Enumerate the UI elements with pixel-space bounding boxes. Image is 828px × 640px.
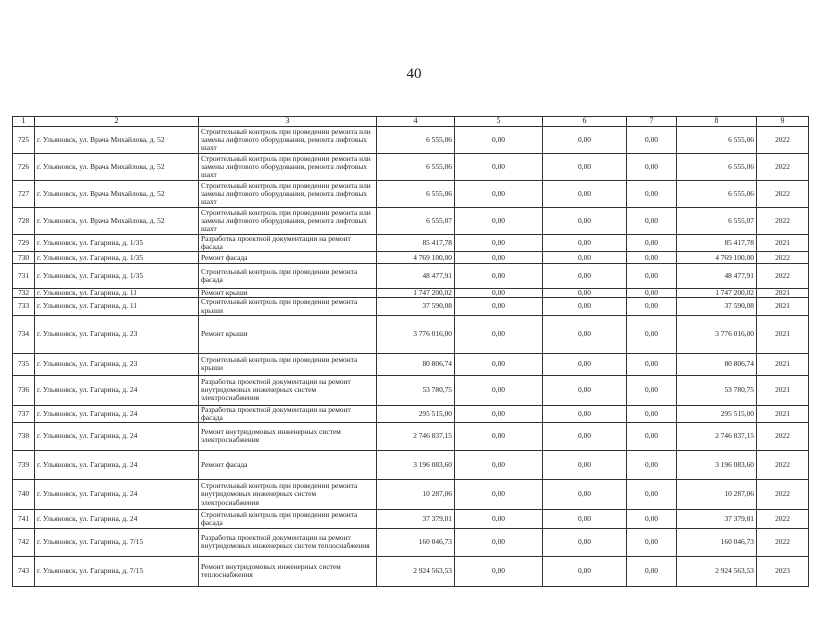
local-budget-cell: 0,00 bbox=[627, 264, 677, 289]
local-budget-cell: 0,00 bbox=[627, 405, 677, 422]
total-cost-cell: 160 046,73 bbox=[377, 528, 455, 556]
address-cell: г. Ульяновск, ул. Гагарина, д. 23 bbox=[35, 353, 199, 375]
owners-funds-cell: 295 515,00 bbox=[677, 405, 757, 422]
column-number-row bbox=[13, 117, 809, 127]
total-cost-cell: 85 417,78 bbox=[377, 235, 455, 252]
total-cost-cell: 6 555,06 bbox=[377, 154, 455, 181]
fund-cell: 0,00 bbox=[455, 353, 543, 375]
year-cell: 2023 bbox=[757, 556, 809, 586]
budget-cell: 0,00 bbox=[543, 450, 627, 479]
table-row bbox=[13, 422, 809, 450]
local-budget-cell: 0,00 bbox=[627, 450, 677, 479]
local-budget-cell: 0,00 bbox=[627, 422, 677, 450]
budget-cell: 0,00 bbox=[543, 315, 627, 353]
owners-funds-cell: 3 196 083,60 bbox=[677, 450, 757, 479]
row-number: 741 bbox=[13, 509, 35, 528]
year-cell: 2021 bbox=[757, 235, 809, 252]
work-type-cell: Ремонт крыши bbox=[199, 315, 377, 353]
row-number: 728 bbox=[13, 208, 35, 235]
work-type-cell: Строительный контроль при проведении ремонта крыши bbox=[199, 298, 377, 315]
row-number: 739 bbox=[13, 450, 35, 479]
total-cost-cell: 37 590,08 bbox=[377, 298, 455, 315]
total-cost-cell: 6 555,06 bbox=[377, 181, 455, 208]
budget-cell: 0,00 bbox=[543, 298, 627, 315]
total-cost-cell: 80 806,74 bbox=[377, 353, 455, 375]
year-cell: 2021 bbox=[757, 353, 809, 375]
fund-cell: 0,00 bbox=[455, 208, 543, 235]
row-number: 737 bbox=[13, 405, 35, 422]
work-type-cell: Строительный контроль при проведении ремонта или замены лифтового оборудования, ремонта лифтовых шахт bbox=[199, 208, 377, 235]
table-row bbox=[13, 315, 809, 353]
column-header: 5 bbox=[455, 117, 543, 127]
year-cell: 2021 bbox=[757, 315, 809, 353]
row-number: 735 bbox=[13, 353, 35, 375]
total-cost-cell: 4 769 100,00 bbox=[377, 252, 455, 264]
total-cost-cell: 10 287,06 bbox=[377, 479, 455, 509]
budget-cell: 0,00 bbox=[543, 181, 627, 208]
local-budget-cell: 0,00 bbox=[627, 556, 677, 586]
total-cost-cell: 3 776 016,00 bbox=[377, 315, 455, 353]
year-cell: 2022 bbox=[757, 422, 809, 450]
row-number: 729 bbox=[13, 235, 35, 252]
row-number: 732 bbox=[13, 289, 35, 298]
work-type-cell: Строительный контроль при проведении ремонта или замены лифтового оборудования, ремонта лифтовых шахт bbox=[199, 181, 377, 208]
budget-cell: 0,00 bbox=[543, 479, 627, 509]
year-cell: 2022 bbox=[757, 127, 809, 154]
budget-cell: 0,00 bbox=[543, 127, 627, 154]
work-type-cell: Строительный контроль при проведении ремонта крыши bbox=[199, 353, 377, 375]
address-cell: г. Ульяновск, ул. Гагарина, д. 7/15 bbox=[35, 528, 199, 556]
work-type-cell: Строительный контроль при проведении ремонта фасада bbox=[199, 509, 377, 528]
owners-funds-cell: 6 555,06 bbox=[677, 181, 757, 208]
budget-cell: 0,00 bbox=[543, 154, 627, 181]
total-cost-cell: 6 555,06 bbox=[377, 127, 455, 154]
fund-cell: 0,00 bbox=[455, 405, 543, 422]
address-cell: г. Ульяновск, ул. Врача Михайлова, д. 52 bbox=[35, 154, 199, 181]
owners-funds-cell: 6 555,06 bbox=[677, 154, 757, 181]
owners-funds-cell: 160 046,73 bbox=[677, 528, 757, 556]
total-cost-cell: 37 379,01 bbox=[377, 509, 455, 528]
total-cost-cell: 53 780,75 bbox=[377, 375, 455, 405]
address-cell: г. Ульяновск, ул. Врача Михайлова, д. 52 bbox=[35, 181, 199, 208]
address-cell: г. Ульяновск, ул. Врача Михайлова, д. 52 bbox=[35, 127, 199, 154]
row-number: 733 bbox=[13, 298, 35, 315]
row-number: 730 bbox=[13, 252, 35, 264]
fund-cell: 0,00 bbox=[455, 154, 543, 181]
owners-funds-cell: 2 746 837,15 bbox=[677, 422, 757, 450]
fund-cell: 0,00 bbox=[455, 509, 543, 528]
owners-funds-cell: 6 555,07 bbox=[677, 208, 757, 235]
row-number: 736 bbox=[13, 375, 35, 405]
page-number: 40 bbox=[406, 66, 422, 82]
year-cell: 2022 bbox=[757, 479, 809, 509]
fund-cell: 0,00 bbox=[455, 235, 543, 252]
fund-cell: 0,00 bbox=[455, 315, 543, 353]
address-cell: г. Ульяновск, ул. Гагарина, д. 11 bbox=[35, 289, 199, 298]
year-cell: 2022 bbox=[757, 450, 809, 479]
address-cell: г. Ульяновск, ул. Гагарина, д. 23 bbox=[35, 315, 199, 353]
total-cost-cell: 1 747 200,02 bbox=[377, 289, 455, 298]
table-row bbox=[13, 509, 809, 528]
total-cost-cell: 6 555,07 bbox=[377, 208, 455, 235]
work-type-cell: Ремонт крыши bbox=[199, 289, 377, 298]
total-cost-cell: 3 196 083,60 bbox=[377, 450, 455, 479]
owners-funds-cell: 53 780,75 bbox=[677, 375, 757, 405]
local-budget-cell: 0,00 bbox=[627, 479, 677, 509]
address-cell: г. Ульяновск, ул. Гагарина, д. 24 bbox=[35, 479, 199, 509]
table-row bbox=[13, 479, 809, 509]
local-budget-cell: 0,00 bbox=[627, 375, 677, 405]
fund-cell: 0,00 bbox=[455, 127, 543, 154]
fund-cell: 0,00 bbox=[455, 298, 543, 315]
year-cell: 2021 bbox=[757, 405, 809, 422]
work-type-cell: Ремонт фасада bbox=[199, 252, 377, 264]
address-cell: г. Ульяновск, ул. Гагарина, д. 1/35 bbox=[35, 235, 199, 252]
table-row bbox=[13, 154, 809, 181]
row-number: 734 bbox=[13, 315, 35, 353]
work-type-cell: Ремонт фасада bbox=[199, 450, 377, 479]
year-cell: 2021 bbox=[757, 289, 809, 298]
table-row bbox=[13, 528, 809, 556]
budget-cell: 0,00 bbox=[543, 528, 627, 556]
row-number: 725 bbox=[13, 127, 35, 154]
table-row bbox=[13, 264, 809, 289]
budget-cell: 0,00 bbox=[543, 353, 627, 375]
year-cell: 2022 bbox=[757, 252, 809, 264]
work-type-cell: Ремонт внутридомовых инженерных систем теплоснабжения bbox=[199, 556, 377, 586]
column-header: 4 bbox=[377, 117, 455, 127]
budget-cell: 0,00 bbox=[543, 264, 627, 289]
address-cell: г. Ульяновск, ул. Врача Михайлова, д. 52 bbox=[35, 208, 199, 235]
row-number: 731 bbox=[13, 264, 35, 289]
fund-cell: 0,00 bbox=[455, 375, 543, 405]
work-type-cell: Строительный контроль при проведении ремонта внутридомовых инженерных систем электроснабжения bbox=[199, 479, 377, 509]
row-number: 743 bbox=[13, 556, 35, 586]
work-type-cell: Разработка проектной документации на ремонт внутридомовых инженерных систем теплоснабжения bbox=[199, 528, 377, 556]
local-budget-cell: 0,00 bbox=[627, 528, 677, 556]
owners-funds-cell: 1 747 200,02 bbox=[677, 289, 757, 298]
owners-funds-cell: 2 924 563,53 bbox=[677, 556, 757, 586]
fund-cell: 0,00 bbox=[455, 556, 543, 586]
work-type-cell: Строительный контроль при проведении ремонта фасада bbox=[199, 264, 377, 289]
fund-cell: 0,00 bbox=[455, 422, 543, 450]
fund-cell: 0,00 bbox=[455, 289, 543, 298]
table-row bbox=[13, 127, 809, 154]
year-cell: 2022 bbox=[757, 264, 809, 289]
local-budget-cell: 0,00 bbox=[627, 252, 677, 264]
local-budget-cell: 0,00 bbox=[627, 181, 677, 208]
address-cell: г. Ульяновск, ул. Гагарина, д. 7/15 bbox=[35, 556, 199, 586]
year-cell: 2022 bbox=[757, 509, 809, 528]
table-row bbox=[13, 405, 809, 422]
column-header: 3 bbox=[199, 117, 377, 127]
local-budget-cell: 0,00 bbox=[627, 289, 677, 298]
table-row bbox=[13, 289, 809, 298]
budget-cell: 0,00 bbox=[543, 289, 627, 298]
column-header: 1 bbox=[13, 117, 35, 127]
budget-cell: 0,00 bbox=[543, 375, 627, 405]
row-number: 726 bbox=[13, 154, 35, 181]
owners-funds-cell: 37 379,01 bbox=[677, 509, 757, 528]
local-budget-cell: 0,00 bbox=[627, 315, 677, 353]
local-budget-cell: 0,00 bbox=[627, 235, 677, 252]
year-cell: 2022 bbox=[757, 208, 809, 235]
table-row bbox=[13, 208, 809, 235]
column-header: 9 bbox=[757, 117, 809, 127]
total-cost-cell: 2 746 837,15 bbox=[377, 422, 455, 450]
local-budget-cell: 0,00 bbox=[627, 509, 677, 528]
budget-cell: 0,00 bbox=[543, 509, 627, 528]
row-number: 727 bbox=[13, 181, 35, 208]
fund-cell: 0,00 bbox=[455, 252, 543, 264]
owners-funds-cell: 6 555,06 bbox=[677, 127, 757, 154]
local-budget-cell: 0,00 bbox=[627, 208, 677, 235]
address-cell: г. Ульяновск, ул. Гагарина, д. 11 bbox=[35, 298, 199, 315]
budget-cell: 0,00 bbox=[543, 235, 627, 252]
table-row bbox=[13, 450, 809, 479]
owners-funds-cell: 37 590,08 bbox=[677, 298, 757, 315]
address-cell: г. Ульяновск, ул. Гагарина, д. 24 bbox=[35, 450, 199, 479]
column-header: 2 bbox=[35, 117, 199, 127]
budget-cell: 0,00 bbox=[543, 405, 627, 422]
work-type-cell: Разработка проектной документации на ремонт внутридомовых инженерных систем электроснабжения bbox=[199, 375, 377, 405]
budget-cell: 0,00 bbox=[543, 252, 627, 264]
fund-cell: 0,00 bbox=[455, 450, 543, 479]
address-cell: г. Ульяновск, ул. Гагарина, д. 1/35 bbox=[35, 252, 199, 264]
fund-cell: 0,00 bbox=[455, 181, 543, 208]
column-header: 6 bbox=[543, 117, 627, 127]
address-cell: г. Ульяновск, ул. Гагарина, д. 24 bbox=[35, 405, 199, 422]
address-cell: г. Ульяновск, ул. Гагарина, д. 24 bbox=[35, 509, 199, 528]
owners-funds-cell: 48 477,91 bbox=[677, 264, 757, 289]
budget-cell: 0,00 bbox=[543, 422, 627, 450]
table-row bbox=[13, 375, 809, 405]
work-type-cell: Разработка проектной документации на ремонт фасада bbox=[199, 235, 377, 252]
budget-cell: 0,00 bbox=[543, 208, 627, 235]
work-type-cell: Строительный контроль при проведении ремонта или замены лифтового оборудования, ремонта лифтовых шахт bbox=[199, 154, 377, 181]
year-cell: 2022 bbox=[757, 528, 809, 556]
budget-cell: 0,00 bbox=[543, 556, 627, 586]
table-row bbox=[13, 181, 809, 208]
owners-funds-cell: 3 776 016,00 bbox=[677, 315, 757, 353]
year-cell: 2022 bbox=[757, 181, 809, 208]
table-row bbox=[13, 252, 809, 264]
total-cost-cell: 48 477,91 bbox=[377, 264, 455, 289]
local-budget-cell: 0,00 bbox=[627, 353, 677, 375]
total-cost-cell: 2 924 563,53 bbox=[377, 556, 455, 586]
table-row bbox=[13, 556, 809, 586]
table-row bbox=[13, 235, 809, 252]
work-type-cell: Ремонт внутридомовых инженерных систем электроснабжения bbox=[199, 422, 377, 450]
owners-funds-cell: 4 769 100,00 bbox=[677, 252, 757, 264]
fund-cell: 0,00 bbox=[455, 479, 543, 509]
fund-cell: 0,00 bbox=[455, 264, 543, 289]
row-number: 738 bbox=[13, 422, 35, 450]
local-budget-cell: 0,00 bbox=[627, 298, 677, 315]
year-cell: 2021 bbox=[757, 375, 809, 405]
fund-cell: 0,00 bbox=[455, 528, 543, 556]
address-cell: г. Ульяновск, ул. Гагарина, д. 24 bbox=[35, 375, 199, 405]
column-header: 8 bbox=[677, 117, 757, 127]
local-budget-cell: 0,00 bbox=[627, 154, 677, 181]
year-cell: 2021 bbox=[757, 298, 809, 315]
year-cell: 2022 bbox=[757, 154, 809, 181]
repair-program-table bbox=[12, 116, 809, 587]
work-type-cell: Разработка проектной документации на ремонт фасада bbox=[199, 405, 377, 422]
work-type-cell: Строительный контроль при проведении ремонта или замены лифтового оборудования, ремонта лифтовых шахт bbox=[199, 127, 377, 154]
owners-funds-cell: 85 417,78 bbox=[677, 235, 757, 252]
row-number: 742 bbox=[13, 528, 35, 556]
table-row bbox=[13, 353, 809, 375]
column-header: 7 bbox=[627, 117, 677, 127]
row-number: 740 bbox=[13, 479, 35, 509]
owners-funds-cell: 10 287,06 bbox=[677, 479, 757, 509]
total-cost-cell: 295 515,00 bbox=[377, 405, 455, 422]
address-cell: г. Ульяновск, ул. Гагарина, д. 1/35 bbox=[35, 264, 199, 289]
owners-funds-cell: 80 806,74 bbox=[677, 353, 757, 375]
local-budget-cell: 0,00 bbox=[627, 127, 677, 154]
address-cell: г. Ульяновск, ул. Гагарина, д. 24 bbox=[35, 422, 199, 450]
table-row bbox=[13, 298, 809, 315]
